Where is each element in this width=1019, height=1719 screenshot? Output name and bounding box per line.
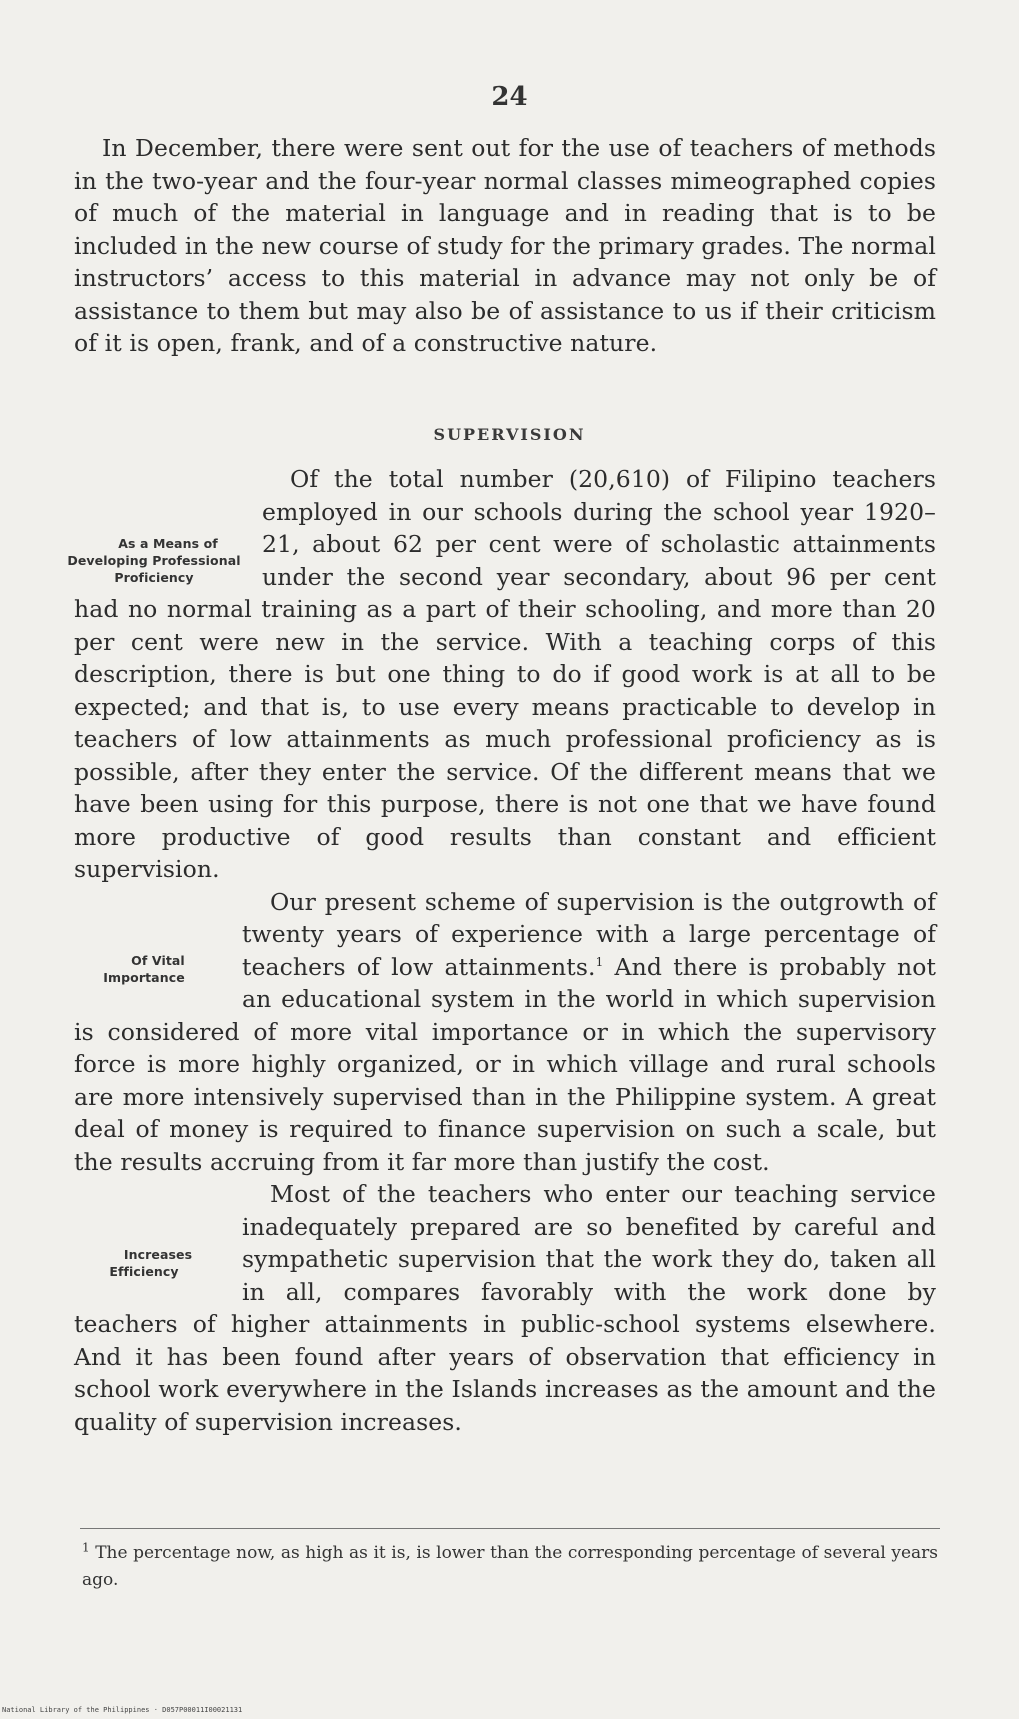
paragraph-text: Most of the teachers who enter our teaching service inadequately prepared are so benefited by careful and sympathetic supervision that the work they do, taken all in all, compares favorably with the work done by teachers of higher attainments in public-school systems elsewhere. And it has been found after years of observation that efficiency in school work everywhere in the Islands increases as the amount and the quality of supervision increases.	[74, 1180, 936, 1436]
paragraph-text: Of the total number (20,610) of Filipino teachers employed in our schools during the school year 1920–21, about 62 per cent were of scholastic attainments under the second year secondary, about 96 per cent had no normal training as a part of their schooling, and more than 20 per cent were new in the service. With a teaching corps of this description, there is but one thing to do if good work is at all to be expected; and that is, to use every means practicable to develop in teachers of low attainments as much professional proficiency as is possible, after they enter the service. Of the different means that we have been using for this purpose, there is not one that we have found more productive of good results than constant and efficient supervision.	[74, 465, 936, 883]
paragraph-efficiency	[74, 1178, 936, 1438]
side-note-vital-importance: Of Vital Importance	[103, 952, 185, 985]
paragraph-supervision-scheme	[74, 886, 936, 1179]
supervision-section	[67, 463, 936, 1438]
footnote-reference: 1	[595, 954, 604, 969]
side-note-professional-proficiency: As a Means of Developing Professional Proficiency	[67, 536, 241, 585]
paragraph-teacher-statistics	[67, 463, 936, 886]
section-heading: SUPERVISION	[433, 425, 586, 444]
page-number: 24	[491, 82, 528, 112]
scan-credit: National Library of the Philippines · D057P00011I00021131	[2, 1706, 243, 1714]
side-note-increases-efficiency: Increases Efficiency	[109, 1247, 193, 1279]
footnote-divider	[80, 1528, 940, 1529]
paragraph-text: In December, there were sent out for the use of teachers of methods in the two-year and the four-year normal classes mimeographed copies of much of the material in language and in reading that is to be included in the new course of study for the primary grades. The normal instructors’ access to this material in advance may not only be of assistance to them but may also be of assistance to us if their criticism of it is open, frank, and of a constructive nature.	[74, 134, 936, 357]
footnote-text: The percentage now, as high as it is, is lower than the corresponding percentage of several years ago.	[82, 1543, 938, 1590]
footnote-mark: 1	[82, 1540, 90, 1555]
paragraph-text: And there is probably not an educational system in the world in which supervision is considered of more vital importance or in which the supervisory force is more highly organized, or in which village and rural schools are more intensively supervised than in the Philippine system. A great deal of money is required to finance supervision on such a scale, but the results accruing from it far more than justify the cost.	[74, 952, 936, 1176]
paragraph-december	[74, 132, 936, 360]
paragraph-text: Our present scheme of supervision is the outgrowth of twenty years of experience with a large percentage of teachers of low attainments.	[242, 887, 936, 981]
footnote	[82, 1540, 938, 1594]
